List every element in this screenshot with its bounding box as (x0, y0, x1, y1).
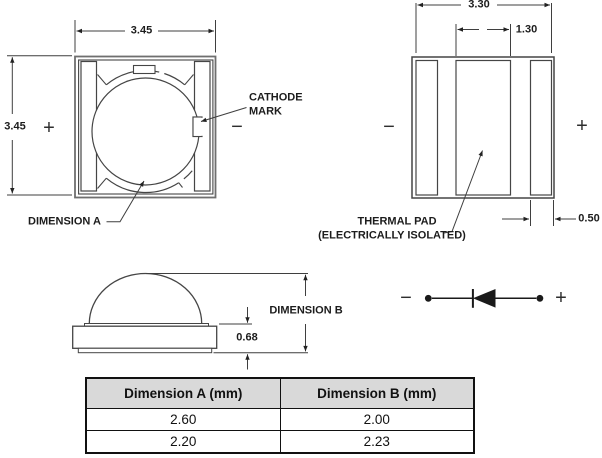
thermal-pad-leader (444, 151, 483, 234)
thermal-pad-label-line2: (ELECTRICALLY ISOLATED) (318, 229, 466, 241)
cathode-mark-notch-open-side (194, 118, 204, 136)
top-view-height-dim-label: 3.45 (4, 120, 26, 133)
thermal-pad-width-dim-label: 1.30 (515, 23, 538, 36)
top-view-cathode-minus-sign: − (231, 115, 243, 138)
bottom-right-pad (531, 61, 552, 196)
table-row (86, 431, 474, 454)
table-cell: 2.00 (280, 409, 474, 431)
edge-pad-width-dim-label: 0.50 (578, 212, 600, 224)
package-base (73, 326, 217, 348)
diode-right-terminal-dot (537, 295, 544, 302)
table-cell: 2.60 (86, 409, 280, 431)
top-view-anode-plus-sign: + (43, 116, 55, 139)
bottom-left-pad (416, 61, 438, 196)
thermal-pad (456, 61, 511, 196)
dimensions-table (85, 377, 475, 454)
lens-circle (92, 78, 199, 185)
package-base-lip (78, 348, 211, 352)
bottom-outline (412, 57, 554, 198)
dome-lens (89, 274, 201, 324)
bottom-view-width-dim-label: 3.30 (468, 0, 490, 11)
top-view-width-dim-label: 3.45 (130, 24, 153, 37)
package-top-view (75, 57, 216, 198)
table-header-dimension-a: Dimension A (mm) (86, 378, 280, 409)
diode-triangle (473, 289, 496, 308)
thermal-pad-label-line1: THERMAL PAD (357, 215, 437, 227)
package-side-view (73, 274, 217, 353)
diode-schematic (425, 289, 543, 308)
diode-left-terminal-dot (425, 295, 432, 302)
base-height-dim-label: 0.68 (236, 331, 258, 344)
table-cell: 2.20 (86, 431, 280, 454)
schematic-minus-sign: − (400, 286, 412, 309)
ring-tab (134, 66, 156, 74)
table-cell: 2.23 (280, 431, 474, 454)
package-bottom-view (412, 57, 554, 198)
table-header-row (86, 378, 474, 409)
dimension-b-label: DIMENSION B (269, 304, 343, 317)
cathode-mark-label-line1: CATHODE (249, 91, 303, 104)
bottom-view-anode-plus-sign: + (576, 114, 588, 137)
table-header-dimension-b: Dimension B (mm) (280, 378, 474, 409)
dimension-a-label: DIMENSION A (28, 215, 101, 228)
table-row (86, 409, 474, 431)
bottom-view-cathode-minus-sign: − (383, 115, 395, 138)
schematic-plus-sign: + (555, 286, 567, 309)
cathode-mark-label-line2: MARK (249, 105, 282, 117)
